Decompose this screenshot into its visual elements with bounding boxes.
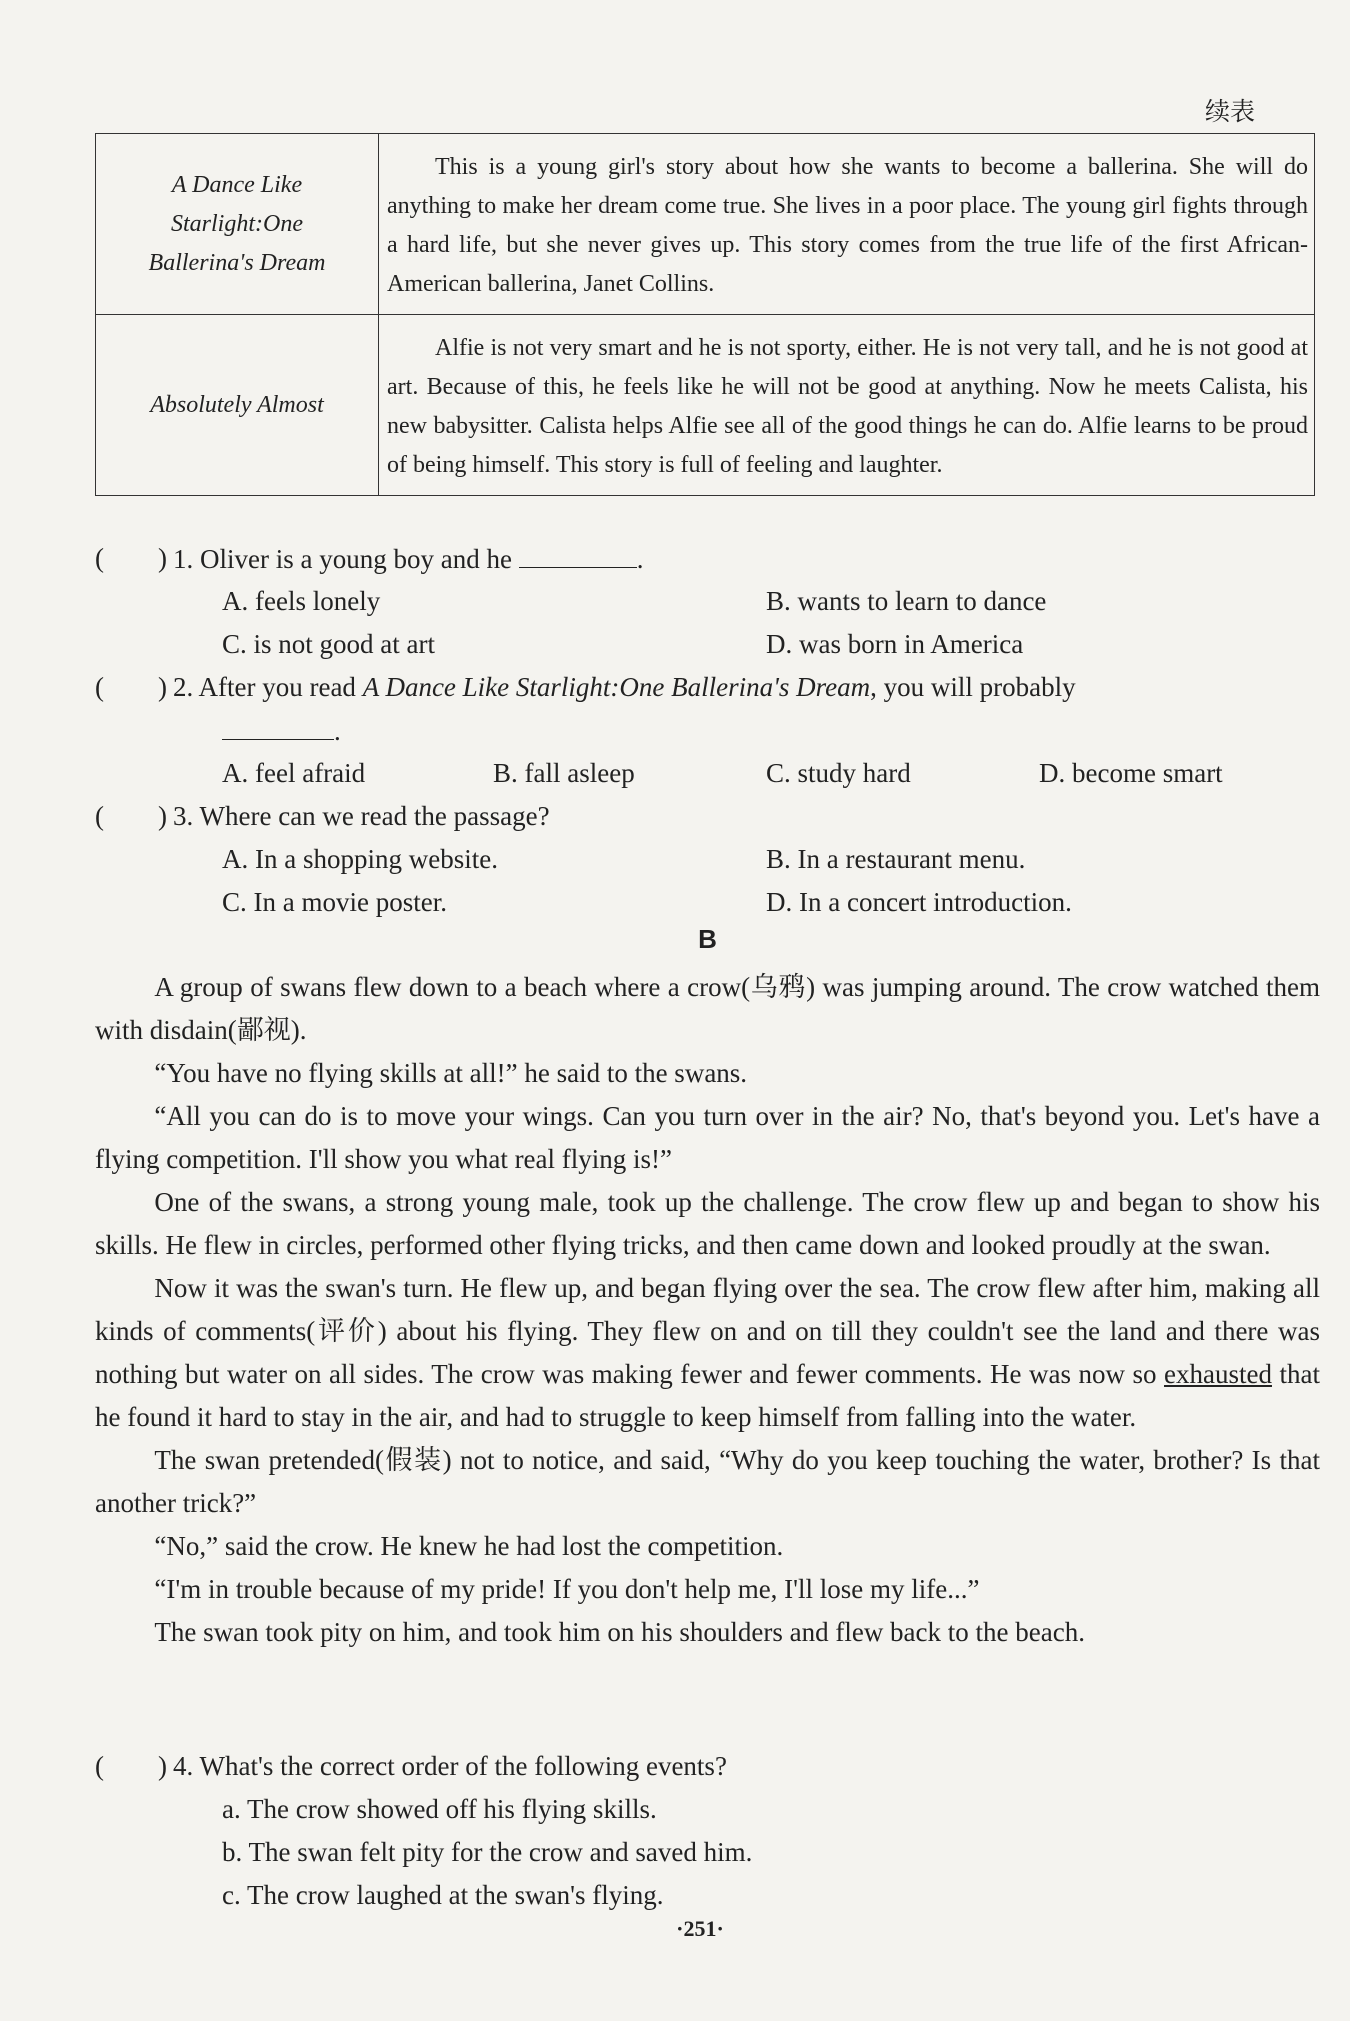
book-title-ref: A Dance Like Starlight:One Ballerina's Dream bbox=[362, 672, 871, 702]
event-item bbox=[95, 1831, 1320, 1874]
event-text: b. The swan felt pity for the crow and saved him. bbox=[222, 1837, 753, 1867]
question-text: , you will probably bbox=[870, 672, 1076, 702]
book-title-cell bbox=[96, 134, 379, 315]
table-row bbox=[96, 315, 1315, 496]
continued-label: 续表 bbox=[1204, 97, 1255, 126]
question-2-stem bbox=[95, 666, 1320, 709]
underlined-word: exhausted bbox=[1164, 1359, 1272, 1389]
answer-bracket[interactable]: ( ) bbox=[95, 543, 167, 573]
question-text: 4. What's the correct order of the following events? bbox=[173, 1751, 727, 1781]
answer-bracket[interactable]: ( ) bbox=[95, 1751, 167, 1781]
event-item bbox=[95, 1874, 1320, 1917]
question-3-stem bbox=[95, 795, 1320, 838]
book-description: Alfie is not very smart and he is not sporty, either. He is not very tall, and he is not good at art. Because of this, he feels like he will not be good at anything. Now he meets Calista, his new babysitter. Calista helps Alfie see all of the good things he can do. Alfie learns to be proud of being himself. This story is full of feeling and laughter. bbox=[379, 315, 1315, 496]
options-row bbox=[95, 881, 1320, 924]
option-b[interactable]: B. In a restaurant menu. bbox=[766, 844, 1026, 874]
table-row bbox=[96, 134, 1315, 315]
passage-paragraph: “No,” said the crow. He knew he had lost the competition. bbox=[154, 1531, 784, 1561]
passage-paragraph: “All you can do is to move your wings. Can you turn over in the air? No, that's beyond you. Let's have a flying competition. I'll show you what real flying is!” bbox=[95, 1101, 1320, 1174]
options-row bbox=[95, 752, 1320, 795]
question-2-blank-line bbox=[95, 709, 1320, 752]
options-row bbox=[95, 580, 1320, 623]
answer-bracket[interactable]: ( ) bbox=[95, 672, 167, 702]
question-text: 3. Where can we read the passage? bbox=[173, 801, 550, 831]
option-c[interactable]: C. In a movie poster. bbox=[222, 887, 447, 917]
event-text: c. The crow laughed at the swan's flying. bbox=[222, 1880, 664, 1910]
option-b[interactable]: B. fall asleep bbox=[493, 758, 635, 788]
option-a[interactable]: A. feels lonely bbox=[222, 586, 381, 616]
paragraph-text: Now it was the swan's turn. He flew up, and began flying over the sea. The crow flew after him, making all kinds of comments(评价) about his flying. They flew on and on till they couldn't see the land and there was nothing but water on all sides. The crow was making fewer and fewer comments. He was now so bbox=[95, 1273, 1320, 1389]
options-row bbox=[95, 623, 1320, 666]
passage-paragraph: The swan took pity on him, and took him on his shoulders and flew back to the beach. bbox=[154, 1617, 1085, 1647]
paragraph-text: that he found it hard to stay in the air, and had to struggle to keep himself from falling into the water. bbox=[95, 1359, 1320, 1432]
question-text: 2. After you read bbox=[173, 672, 363, 702]
options-row bbox=[95, 838, 1320, 881]
option-a[interactable]: A. feel afraid bbox=[222, 758, 366, 788]
option-d[interactable]: D. In a concert introduction. bbox=[766, 887, 1072, 917]
event-text: a. The crow showed off his flying skills. bbox=[222, 1794, 657, 1824]
option-d[interactable]: D. was born in America bbox=[766, 629, 1024, 659]
option-a[interactable]: A. In a shopping website. bbox=[222, 844, 498, 874]
option-c[interactable]: C. is not good at art bbox=[222, 629, 435, 659]
answer-bracket[interactable]: ( ) bbox=[95, 801, 167, 831]
answer-blank bbox=[519, 537, 637, 568]
book-description: This is a young girl's story about how she wants to become a ballerina. She will do anything to make her dream come true. She lives in a poor place. The young girl fights through a hard life, but she never gives up. This story comes from the true life of the first African-American ballerina, Janet Collins. bbox=[379, 134, 1315, 315]
question-end: . bbox=[334, 716, 341, 746]
option-c[interactable]: C. study hard bbox=[766, 758, 911, 788]
passage-paragraph: “I'm in trouble because of my pride! If you don't help me, I'll lose my life...” bbox=[154, 1574, 980, 1604]
passage-b bbox=[95, 966, 1320, 1654]
option-b[interactable]: B. wants to learn to dance bbox=[766, 586, 1047, 616]
passage-paragraph bbox=[95, 1267, 1320, 1439]
books-table bbox=[95, 133, 1315, 496]
page-number: ·251· bbox=[676, 1916, 724, 1941]
book-title-line: A Dance Like bbox=[171, 171, 303, 198]
passage-paragraph: “You have no flying skills at all!” he said to the swans. bbox=[154, 1058, 748, 1088]
question-4-stem bbox=[95, 1745, 1320, 1788]
event-item bbox=[95, 1788, 1320, 1831]
book-title-line: Starlight:One bbox=[171, 210, 303, 237]
answer-blank bbox=[222, 709, 334, 740]
question-1-stem bbox=[95, 537, 1320, 580]
question-end: . bbox=[636, 544, 644, 574]
passage-paragraph: A group of swans flew down to a beach where a crow(乌鸦) was jumping around. The crow watched them with disdain(鄙视). bbox=[95, 972, 1320, 1045]
book-title-line: Ballerina's Dream bbox=[148, 249, 326, 276]
question-4 bbox=[95, 1745, 1320, 1917]
section-heading: B bbox=[698, 924, 717, 954]
passage-paragraph: The swan pretended(假装) not to notice, and said, “Why do you keep touching the water, brother? Is that another trick?” bbox=[95, 1445, 1320, 1518]
option-d[interactable]: D. become smart bbox=[1039, 758, 1223, 788]
question-list bbox=[95, 537, 1320, 924]
question-text: 1. Oliver is a young boy and he bbox=[173, 544, 512, 574]
passage-paragraph: One of the swans, a strong young male, took up the challenge. The crow flew up and began to show his skills. He flew in circles, performed other flying tricks, and then came down and looked proudly at the swan. bbox=[95, 1187, 1320, 1260]
book-title-cell: Absolutely Almost bbox=[96, 315, 379, 496]
